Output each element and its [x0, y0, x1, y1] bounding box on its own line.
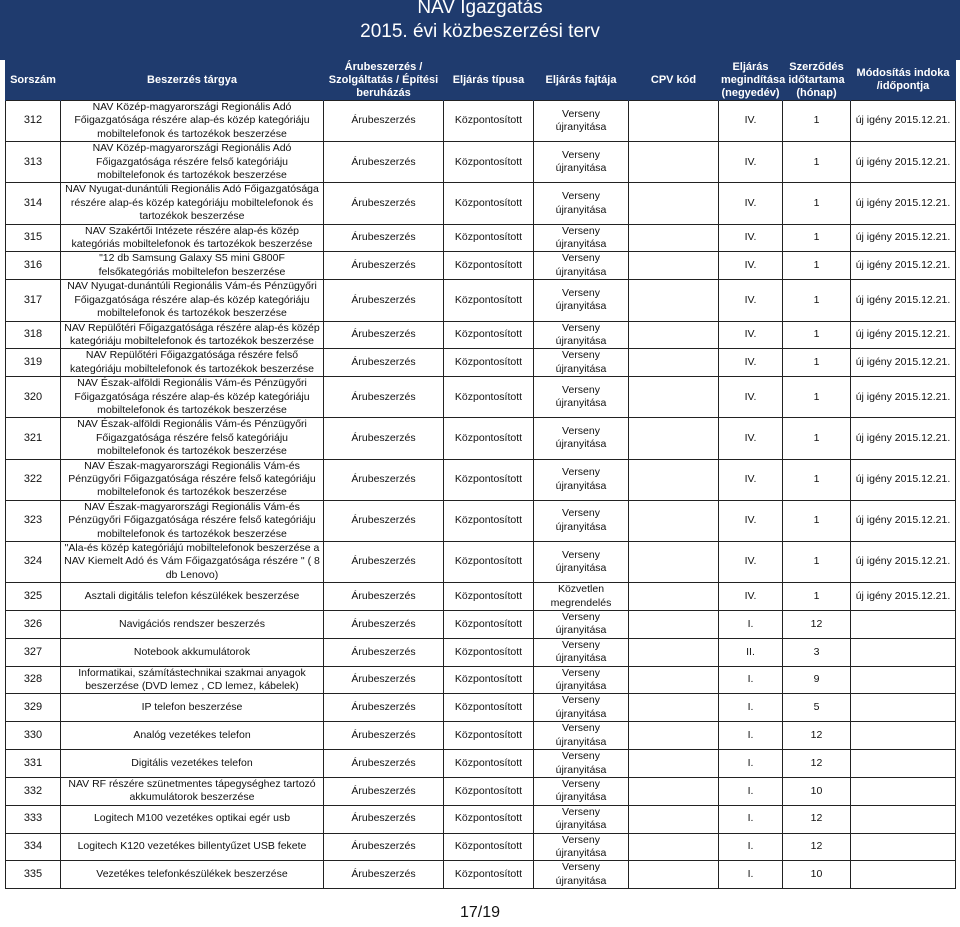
row-cpv-code [629, 224, 719, 252]
row-start-quarter: I. [719, 611, 783, 639]
row-duration-months: 5 [783, 694, 851, 722]
row-subject: NAV Nyugat-dunántúli Regionális Vám-és Pénzügyőri Főigazgatósága részére alap-és közép kategóriáju mobiltelefonok és tartozékok beszerzése [61, 280, 324, 321]
table-row [6, 722, 956, 750]
row-procedure-method: Verseny újranyitása [534, 777, 629, 805]
row-start-quarter: I. [719, 861, 783, 889]
row-cpv-code [629, 611, 719, 639]
row-start-quarter: IV. [719, 142, 783, 183]
row-modification [851, 805, 956, 833]
row-procedure-type: Központosított [444, 183, 534, 224]
col-header-tipus-jelleg: Árubeszerzés / Szolgáltatás / Építési beruházás [324, 60, 444, 101]
col-header-targya: Beszerzés tárgya [61, 60, 324, 101]
row-subject: NAV Repülőtéri Főigazgatósága részére felső kategóriáju mobiltelefonok és tartozékok beszerzése [61, 349, 324, 377]
row-cpv-code [629, 349, 719, 377]
row-modification [851, 722, 956, 750]
row-number: 317 [6, 280, 61, 321]
row-subject: NAV Nyugat-dunántúli Regionális Adó Főigazgatósága részére alap-és közép kategóriáju mobiltelefonok és tartozékok beszerzése [61, 183, 324, 224]
row-subject: NAV Észak-alföldi Regionális Vám-és Pénzügyőri Főigazgatósága részére alap-és közép kategóriáju mobiltelefonok és tartozékok beszerzése [61, 377, 324, 418]
row-cpv-code [629, 377, 719, 418]
table-row [6, 583, 956, 611]
row-subject: Informatikai, számítástechnikai szakmai anyagok beszerzése (DVD lemez , CD lemez, kábelek) [61, 666, 324, 694]
row-procedure-type: Központosított [444, 777, 534, 805]
document-title [0, 0, 960, 60]
row-number: 322 [6, 459, 61, 500]
row-start-quarter: IV. [719, 101, 783, 142]
row-procedure-type: Központosított [444, 542, 534, 583]
row-modification: új igény 2015.12.21. [851, 377, 956, 418]
row-modification: új igény 2015.12.21. [851, 459, 956, 500]
table-row [6, 142, 956, 183]
row-number: 312 [6, 101, 61, 142]
row-number: 314 [6, 183, 61, 224]
row-procedure-type: Központosított [444, 101, 534, 142]
row-subject: Logitech K120 vezetékes billentyűzet USB fekete [61, 833, 324, 861]
row-procedure-method: Verseny újranyitása [534, 805, 629, 833]
row-cpv-code [629, 321, 719, 349]
col-header-eljaras-tipusa: Eljárás típusa [444, 60, 534, 101]
row-start-quarter: IV. [719, 583, 783, 611]
row-cpv-code [629, 183, 719, 224]
row-subject: NAV RF részére szünetmentes tápegységhez tartozó akkumulátorok beszerzése [61, 777, 324, 805]
row-modification: új igény 2015.12.21. [851, 280, 956, 321]
row-modification: új igény 2015.12.21. [851, 183, 956, 224]
row-duration-months: 12 [783, 750, 851, 778]
row-procedure-method: Verseny újranyitása [534, 542, 629, 583]
row-procedure-type: Központosított [444, 722, 534, 750]
row-number: 329 [6, 694, 61, 722]
row-modification: új igény 2015.12.21. [851, 418, 956, 459]
row-duration-months: 1 [783, 142, 851, 183]
row-number: 320 [6, 377, 61, 418]
row-modification [851, 694, 956, 722]
table-row [6, 224, 956, 252]
row-procedure-type: Központosított [444, 583, 534, 611]
row-duration-months: 12 [783, 805, 851, 833]
row-duration-months: 9 [783, 666, 851, 694]
row-kind: Árubeszerzés [324, 750, 444, 778]
row-duration-months: 1 [783, 377, 851, 418]
row-kind: Árubeszerzés [324, 833, 444, 861]
row-number: 326 [6, 611, 61, 639]
row-procedure-method: Verseny újranyitása [534, 418, 629, 459]
row-duration-months: 12 [783, 833, 851, 861]
row-subject: "Ala-és közép kategóriájú mobiltelefonok beszerzése a NAV Kiemelt Adó és Vám Főigazgatósága részére " ( 8 db Lenovo) [61, 542, 324, 583]
row-procedure-method: Verseny újranyitása [534, 722, 629, 750]
row-subject: NAV Észak-alföldi Regionális Vám-és Pénzügyőri Főigazgatósága részére felső kategóriáju mobiltelefonok és tartozékok beszerzése [61, 418, 324, 459]
row-duration-months: 1 [783, 252, 851, 280]
row-number: 318 [6, 321, 61, 349]
table-row [6, 321, 956, 349]
row-modification [851, 861, 956, 889]
procurement-plan-table [5, 60, 956, 889]
table-row [6, 252, 956, 280]
row-start-quarter: II. [719, 638, 783, 666]
row-procedure-method: Verseny újranyitása [534, 252, 629, 280]
row-procedure-type: Központosított [444, 224, 534, 252]
row-number: 331 [6, 750, 61, 778]
row-procedure-type: Központosított [444, 611, 534, 639]
col-header-megindulas: Eljárás megindítása (negyedév) [719, 60, 783, 101]
row-cpv-code [629, 750, 719, 778]
row-start-quarter: I. [719, 666, 783, 694]
row-procedure-method: Verseny újranyitása [534, 349, 629, 377]
row-number: 313 [6, 142, 61, 183]
title-plan-name: 2015. évi közbeszerzési terv [360, 21, 600, 42]
table-row [6, 694, 956, 722]
row-kind: Árubeszerzés [324, 252, 444, 280]
row-subject: NAV Észak-magyarországi Regionális Vám-és Pénzügyőri Főigazgatósága részére felső kategóriáju mobiltelefonok és tartozékok beszerzése [61, 459, 324, 500]
row-procedure-type: Központosított [444, 500, 534, 541]
row-cpv-code [629, 638, 719, 666]
row-kind: Árubeszerzés [324, 459, 444, 500]
row-procedure-method: Verseny újranyitása [534, 142, 629, 183]
row-procedure-type: Központosított [444, 418, 534, 459]
row-procedure-type: Központosított [444, 861, 534, 889]
row-duration-months: 12 [783, 611, 851, 639]
row-modification: új igény 2015.12.21. [851, 224, 956, 252]
row-subject: IP telefon beszerzése [61, 694, 324, 722]
row-kind: Árubeszerzés [324, 777, 444, 805]
table-row [6, 542, 956, 583]
row-kind: Árubeszerzés [324, 224, 444, 252]
row-start-quarter: I. [719, 833, 783, 861]
row-duration-months: 1 [783, 224, 851, 252]
row-procedure-method: Verseny újranyitása [534, 666, 629, 694]
page-number: 17/19 [459, 904, 501, 921]
row-procedure-type: Központosított [444, 349, 534, 377]
row-duration-months: 1 [783, 542, 851, 583]
row-duration-months: 1 [783, 349, 851, 377]
table-row [6, 611, 956, 639]
table-row [6, 750, 956, 778]
row-procedure-type: Központosított [444, 377, 534, 418]
row-kind: Árubeszerzés [324, 861, 444, 889]
table-row [6, 500, 956, 541]
table-row [6, 101, 956, 142]
table-row [6, 666, 956, 694]
row-kind: Árubeszerzés [324, 377, 444, 418]
row-number: 319 [6, 349, 61, 377]
row-subject: "12 db Samsung Galaxy S5 mini G800F felsőkategóriás mobiltelefon beszerzése [61, 252, 324, 280]
row-procedure-method: Verseny újranyitása [534, 183, 629, 224]
row-subject: Logitech M100 vezetékes optikai egér usb [61, 805, 324, 833]
row-cpv-code [629, 694, 719, 722]
row-kind: Árubeszerzés [324, 638, 444, 666]
table-row [6, 833, 956, 861]
row-procedure-type: Központosított [444, 252, 534, 280]
row-start-quarter: IV. [719, 349, 783, 377]
row-procedure-type: Központosított [444, 694, 534, 722]
table-row [6, 183, 956, 224]
row-kind: Árubeszerzés [324, 666, 444, 694]
table-row [6, 638, 956, 666]
row-kind: Árubeszerzés [324, 101, 444, 142]
row-duration-months: 12 [783, 722, 851, 750]
row-cpv-code [629, 805, 719, 833]
row-cpv-code [629, 777, 719, 805]
row-modification: új igény 2015.12.21. [851, 349, 956, 377]
row-number: 324 [6, 542, 61, 583]
row-subject: Analóg vezetékes telefon [61, 722, 324, 750]
row-number: 316 [6, 252, 61, 280]
row-cpv-code [629, 280, 719, 321]
row-number: 333 [6, 805, 61, 833]
row-start-quarter: IV. [719, 500, 783, 541]
row-procedure-method: Verseny újranyitása [534, 101, 629, 142]
row-cpv-code [629, 101, 719, 142]
table-row [6, 377, 956, 418]
row-kind: Árubeszerzés [324, 349, 444, 377]
row-number: 332 [6, 777, 61, 805]
row-modification: új igény 2015.12.21. [851, 101, 956, 142]
row-duration-months: 1 [783, 418, 851, 459]
row-number: 315 [6, 224, 61, 252]
table-row [6, 418, 956, 459]
row-procedure-method: Verseny újranyitása [534, 321, 629, 349]
row-modification [851, 750, 956, 778]
title-organization: NAV Igazgatás [417, 0, 543, 18]
row-modification: új igény 2015.12.21. [851, 542, 956, 583]
row-start-quarter: IV. [719, 224, 783, 252]
row-duration-months: 1 [783, 583, 851, 611]
row-start-quarter: IV. [719, 542, 783, 583]
row-procedure-method: Verseny újranyitása [534, 694, 629, 722]
row-kind: Árubeszerzés [324, 694, 444, 722]
row-modification [851, 638, 956, 666]
row-modification [851, 611, 956, 639]
row-number: 328 [6, 666, 61, 694]
row-kind: Árubeszerzés [324, 805, 444, 833]
row-procedure-method: Verseny újranyitása [534, 280, 629, 321]
row-cpv-code [629, 861, 719, 889]
row-duration-months: 10 [783, 777, 851, 805]
row-kind: Árubeszerzés [324, 280, 444, 321]
row-kind: Árubeszerzés [324, 611, 444, 639]
row-subject: NAV Közép-magyarországi Regionális Adó Főigazgatósága részére felső kategóriáju mobiltelefonok és tartozékok beszerzése [61, 142, 324, 183]
row-kind: Árubeszerzés [324, 183, 444, 224]
row-subject: Navigációs rendszer beszerzés [61, 611, 324, 639]
row-procedure-type: Központosított [444, 666, 534, 694]
row-start-quarter: I. [719, 722, 783, 750]
row-subject: Asztali digitális telefon készülékek beszerzése [61, 583, 324, 611]
row-procedure-method: Verseny újranyitása [534, 459, 629, 500]
row-procedure-method: Verseny újranyitása [534, 833, 629, 861]
table-row [6, 805, 956, 833]
row-subject: NAV Szakértői Intézete részére alap-és közép kategóriás mobiltelefonok és tartozékok beszerzése [61, 224, 324, 252]
row-number: 321 [6, 418, 61, 459]
row-procedure-method: Verseny újranyitása [534, 500, 629, 541]
row-kind: Árubeszerzés [324, 542, 444, 583]
row-cpv-code [629, 500, 719, 541]
row-duration-months: 1 [783, 280, 851, 321]
row-procedure-method: Verseny újranyitása [534, 611, 629, 639]
col-header-eljaras-fajtaja: Eljárás fajtája [534, 60, 629, 101]
row-modification: új igény 2015.12.21. [851, 500, 956, 541]
row-duration-months: 1 [783, 500, 851, 541]
table-row [6, 459, 956, 500]
row-kind: Árubeszerzés [324, 722, 444, 750]
table-row [6, 861, 956, 889]
row-procedure-method: Közvetlen megrendelés [534, 583, 629, 611]
row-modification [851, 666, 956, 694]
row-procedure-type: Központosított [444, 833, 534, 861]
row-duration-months: 1 [783, 321, 851, 349]
row-cpv-code [629, 418, 719, 459]
col-header-idotartam: Szerződés időtartama (hónap) [783, 60, 851, 101]
row-cpv-code [629, 542, 719, 583]
row-duration-months: 1 [783, 183, 851, 224]
row-subject: NAV Közép-magyarországi Regionális Adó Főigazgatósága részére alap-és közép kategóriáju mobiltelefonok és tartozékok beszerzése [61, 101, 324, 142]
row-subject: Digitális vezetékes telefon [61, 750, 324, 778]
row-modification: új igény 2015.12.21. [851, 252, 956, 280]
row-procedure-type: Központosított [444, 321, 534, 349]
row-procedure-type: Központosított [444, 142, 534, 183]
row-cpv-code [629, 666, 719, 694]
row-subject: Vezetékes telefonkészülékek beszerzése [61, 861, 324, 889]
row-start-quarter: I. [719, 694, 783, 722]
col-header-modositas: Módosítás indoka /időpontja [851, 60, 956, 101]
row-duration-months: 1 [783, 459, 851, 500]
row-modification: új igény 2015.12.21. [851, 321, 956, 349]
col-header-cpv: CPV kód [629, 60, 719, 101]
row-procedure-method: Verseny újranyitása [534, 861, 629, 889]
row-procedure-method: Verseny újranyitása [534, 638, 629, 666]
row-number: 335 [6, 861, 61, 889]
row-start-quarter: I. [719, 777, 783, 805]
row-procedure-type: Központosított [444, 638, 534, 666]
row-kind: Árubeszerzés [324, 500, 444, 541]
row-start-quarter: IV. [719, 183, 783, 224]
row-kind: Árubeszerzés [324, 142, 444, 183]
row-procedure-type: Központosított [444, 459, 534, 500]
col-header-sorszam: Sorszám [6, 60, 61, 101]
row-cpv-code [629, 833, 719, 861]
row-procedure-type: Központosított [444, 750, 534, 778]
row-cpv-code [629, 722, 719, 750]
row-start-quarter: IV. [719, 252, 783, 280]
row-number: 334 [6, 833, 61, 861]
row-cpv-code [629, 459, 719, 500]
row-kind: Árubeszerzés [324, 321, 444, 349]
row-number: 327 [6, 638, 61, 666]
row-start-quarter: IV. [719, 321, 783, 349]
row-start-quarter: I. [719, 750, 783, 778]
row-kind: Árubeszerzés [324, 583, 444, 611]
row-number: 330 [6, 722, 61, 750]
row-subject: NAV Észak-magyarországi Regionális Vám-és Pénzügyőri Főigazgatósága részére felső kategóriáju mobiltelefonok és tartozékok beszerzése [61, 500, 324, 541]
row-start-quarter: IV. [719, 280, 783, 321]
row-duration-months: 3 [783, 638, 851, 666]
row-number: 325 [6, 583, 61, 611]
row-modification [851, 777, 956, 805]
table-body [6, 101, 956, 889]
row-modification [851, 833, 956, 861]
row-start-quarter: IV. [719, 418, 783, 459]
row-procedure-method: Verseny újranyitása [534, 377, 629, 418]
row-subject: NAV Repülőtéri Főigazgatósága részére alap-és közép kategóriáju mobiltelefonok és tartozékok beszerzése [61, 321, 324, 349]
table-header-row [6, 60, 956, 101]
row-procedure-method: Verseny újranyitása [534, 224, 629, 252]
row-subject: Notebook akkumulátorok [61, 638, 324, 666]
table-row [6, 280, 956, 321]
row-cpv-code [629, 252, 719, 280]
table-row [6, 777, 956, 805]
row-start-quarter: IV. [719, 377, 783, 418]
row-cpv-code [629, 583, 719, 611]
row-procedure-type: Központosított [444, 280, 534, 321]
row-modification: új igény 2015.12.21. [851, 583, 956, 611]
row-procedure-type: Központosított [444, 805, 534, 833]
row-procedure-method: Verseny újranyitása [534, 750, 629, 778]
row-start-quarter: I. [719, 805, 783, 833]
row-cpv-code [629, 142, 719, 183]
row-duration-months: 10 [783, 861, 851, 889]
row-duration-months: 1 [783, 101, 851, 142]
row-modification: új igény 2015.12.21. [851, 142, 956, 183]
row-number: 323 [6, 500, 61, 541]
row-kind: Árubeszerzés [324, 418, 444, 459]
table-row [6, 349, 956, 377]
row-start-quarter: IV. [719, 459, 783, 500]
